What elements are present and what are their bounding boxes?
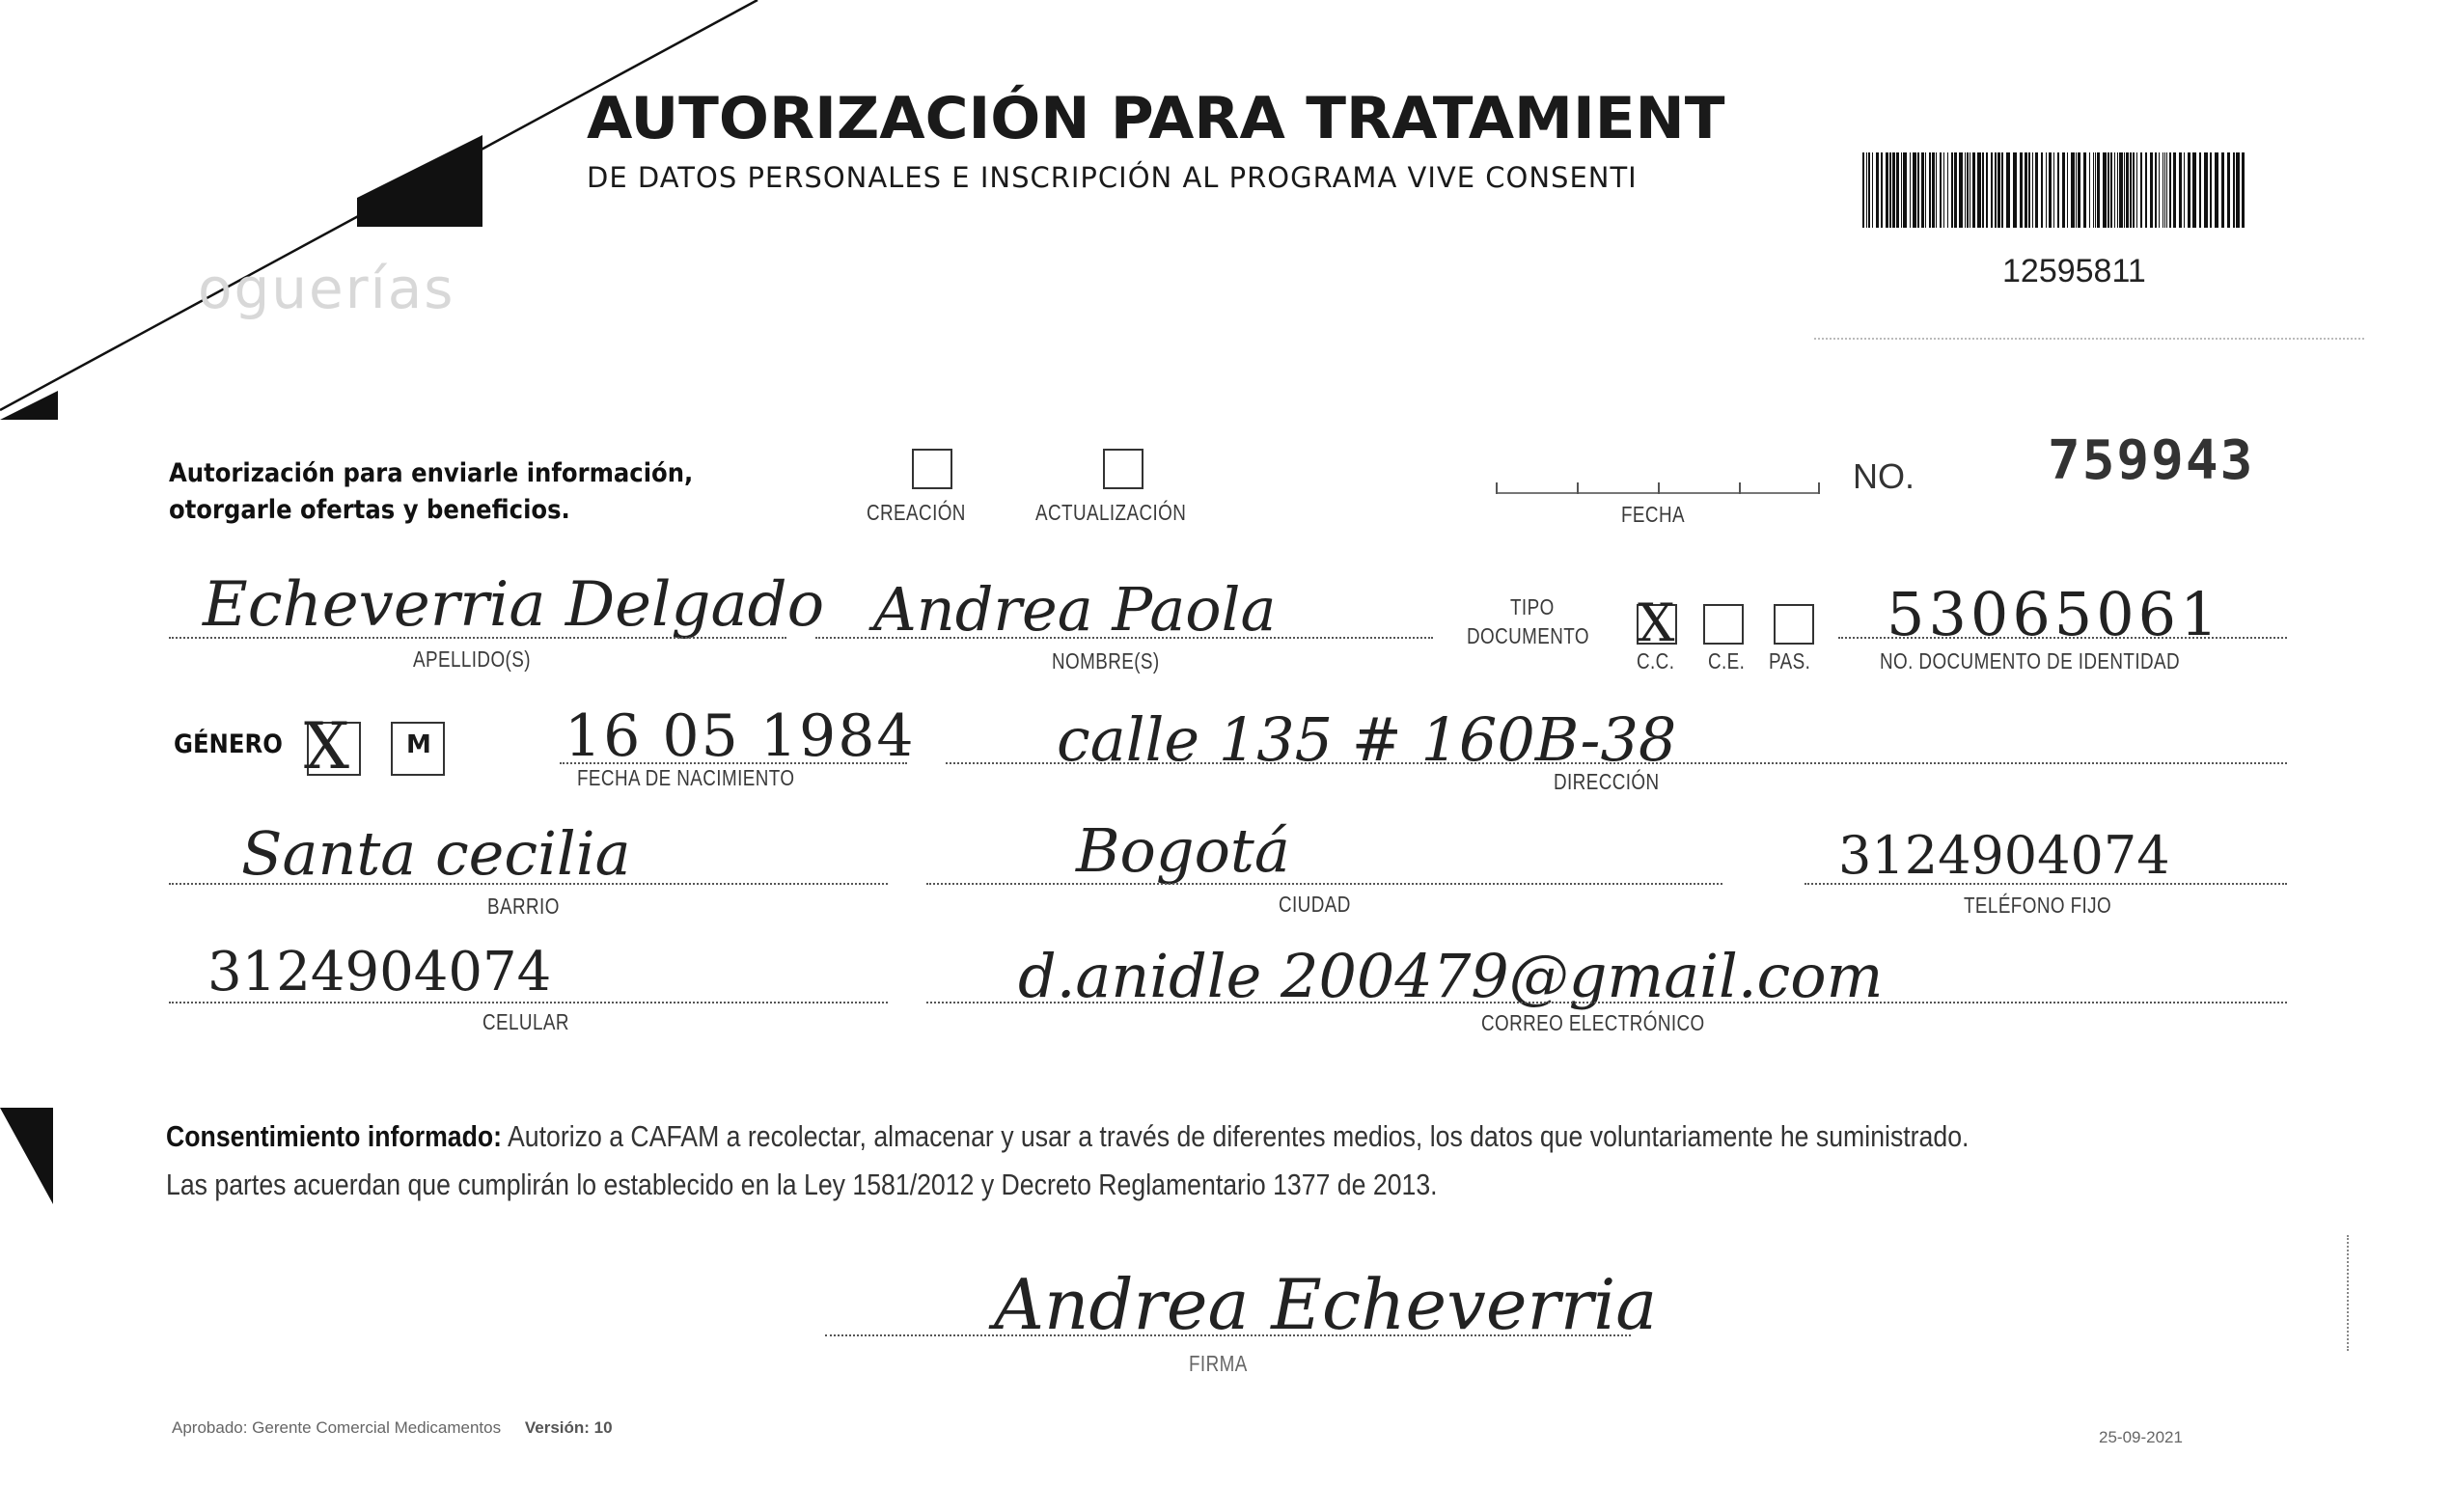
- barcode: [1862, 152, 2248, 230]
- barcode-bar: [2184, 152, 2185, 228]
- footer-date: 25-09-2021: [2099, 1428, 2183, 1446]
- ce-checkbox[interactable]: [1703, 604, 1744, 645]
- barcode-bar: [1959, 152, 1963, 228]
- barcode-bar: [2032, 152, 2033, 228]
- celular-value: 3124904074: [207, 941, 552, 1003]
- barrio-value: Santa cecilia: [241, 818, 631, 889]
- form-title: AUTORIZACIÓN PARA TRATAMIENT: [587, 85, 1725, 152]
- barcode-bar: [1951, 152, 1953, 228]
- barcode-bar: [2192, 152, 2196, 228]
- form-subtitle: DE DATOS PERSONALES E INSCRIPCIÓN AL PROGRAMA VIVE CONSENTI: [587, 161, 1638, 194]
- barcode-bar: [2166, 152, 2167, 228]
- barcode-bar: [1972, 152, 1975, 228]
- barcode-bar: [2126, 152, 2129, 228]
- barcode-bar: [1940, 152, 1942, 228]
- celular-line[interactable]: [169, 1002, 888, 1003]
- barcode-bar: [2236, 152, 2240, 228]
- consent-heading: Consentimiento informado:: [166, 1119, 503, 1153]
- barcode-bar: [1977, 152, 1981, 228]
- barcode-bar: [1986, 152, 1988, 228]
- barcode-bar: [1872, 152, 1873, 228]
- barcode-bar: [1997, 152, 2000, 228]
- barcode-bar: [2133, 152, 2135, 228]
- apellidos-value: Echeverria Delgado: [203, 569, 825, 641]
- barcode-bar: [1913, 152, 1916, 228]
- consent-line2: Las partes acuerdan que cumplirán lo establecido en la Ley 1581/2012 y Decreto Reglamentario 1377 de 2013.: [166, 1168, 1438, 1201]
- barcode-bar: [2108, 152, 2109, 228]
- barcode-bar: [2204, 152, 2208, 228]
- brand-logo-text: oguerías: [198, 256, 455, 321]
- genero-f-mark: X: [304, 709, 349, 783]
- barcode-bar: [1866, 152, 1867, 228]
- barcode-bar: [2093, 152, 2094, 228]
- barcode-bar: [2215, 152, 2218, 228]
- auth-heading-line1: Autorización para enviarle información,: [169, 458, 694, 488]
- barcode-bar: [1921, 152, 1924, 228]
- barcode-number: 12595811: [2002, 253, 2146, 289]
- barcode-bar: [2095, 152, 2096, 228]
- barcode-bar: [1910, 152, 1911, 228]
- barcode-bar: [2114, 152, 2115, 228]
- barcode-bar: [1929, 152, 1931, 228]
- barcode-bar: [2173, 152, 2176, 228]
- telefono-value: 3124904074: [1838, 825, 2170, 886]
- nombres-label: NOMBRE(S): [1052, 648, 1160, 674]
- telefono-line[interactable]: [1805, 883, 2287, 885]
- barcode-bar: [2035, 152, 2038, 228]
- corner-fold-graphic: [0, 0, 772, 434]
- barcode-bar: [2159, 152, 2160, 228]
- barcode-bar: [1967, 152, 1969, 228]
- barcode-bar: [1947, 152, 1948, 228]
- ciudad-value: Bogotá: [1076, 815, 1290, 886]
- tipo-documento-line2: DOCUMENTO: [1467, 623, 1589, 648]
- documento-line[interactable]: [1838, 637, 2287, 639]
- signature-line[interactable]: [825, 1334, 1631, 1336]
- side-vertical-mark: [2347, 1235, 2362, 1351]
- barcode-bar: [2020, 152, 2023, 228]
- apellidos-line[interactable]: [169, 637, 786, 639]
- correo-value: d.anidle 200479@gmail.com: [1018, 941, 1884, 1011]
- documento-value: 53065061: [1887, 579, 2222, 649]
- no-value: 759943: [2048, 429, 2255, 492]
- barcode-bar: [2188, 152, 2190, 228]
- registration-mark-left: [0, 1108, 58, 1209]
- barcode-bar: [2057, 152, 2059, 228]
- barcode-bar: [1991, 152, 1993, 228]
- barrio-label: BARRIO: [487, 893, 560, 919]
- barcode-bar: [2103, 152, 2107, 228]
- fecha-nacimiento-line[interactable]: [560, 762, 907, 764]
- nombres-value: Andrea Paola: [873, 574, 1277, 645]
- barcode-dotted-line: [1814, 338, 2364, 340]
- genero-label: GÉNERO: [174, 729, 283, 759]
- barcode-bar: [1868, 152, 1870, 228]
- auth-heading-line2: otorgarle ofertas y beneficios.: [169, 495, 570, 525]
- nombres-line[interactable]: [815, 637, 1433, 639]
- barcode-bar: [2119, 152, 2123, 228]
- barcode-bar: [1954, 152, 1957, 228]
- cc-label: C.C.: [1637, 648, 1675, 674]
- barcode-bar: [2136, 152, 2137, 228]
- pas-checkbox[interactable]: [1774, 604, 1814, 645]
- barcode-bar: [2221, 152, 2224, 228]
- pas-label: PAS.: [1769, 648, 1811, 674]
- barcode-bar: [1936, 152, 1937, 228]
- barcode-bar: [2227, 152, 2230, 228]
- barcode-bar: [1876, 152, 1879, 228]
- creacion-label: CREACIÓN: [867, 500, 966, 525]
- barcode-bar: [2124, 152, 2125, 228]
- barcode-bar: [2110, 152, 2112, 228]
- fecha-nacimiento-label: FECHA DE NACIMIENTO: [577, 765, 795, 790]
- barcode-bar: [2067, 152, 2068, 228]
- apellidos-label: APELLIDO(S): [413, 646, 531, 672]
- barcode-bar: [2053, 152, 2054, 228]
- actualizacion-label: ACTUALIZACIÓN: [1035, 500, 1187, 525]
- barcode-bar: [2164, 152, 2165, 228]
- barcode-bar: [2071, 152, 2075, 228]
- barcode-bar: [2049, 152, 2052, 228]
- direccion-value: calle 135 # 160B-38: [1057, 704, 1677, 775]
- barcode-bar: [1862, 152, 1864, 228]
- documento-label: NO. DOCUMENTO DE IDENTIDAD: [1880, 648, 2181, 674]
- ciudad-line[interactable]: [926, 883, 1722, 885]
- barcode-bar: [2046, 152, 2047, 228]
- barcode-bar: [2140, 152, 2142, 228]
- barcode-bar: [1903, 152, 1907, 228]
- genero-m-label: M: [406, 730, 431, 759]
- barcode-bar: [1881, 152, 1883, 228]
- barcode-bar: [1943, 152, 1944, 228]
- footer-approved: [172, 1418, 613, 1438]
- barcode-bar: [2117, 152, 2118, 228]
- barcode-bar: [1896, 152, 1899, 228]
- fecha-label: FECHA: [1621, 502, 1685, 527]
- signature-value: Andrea Echeverria: [994, 1264, 1658, 1345]
- direccion-line[interactable]: [946, 762, 2287, 764]
- barcode-bar: [1889, 152, 1891, 228]
- barcode-bar: [2089, 152, 2090, 228]
- ciudad-label: CIUDAD: [1279, 892, 1351, 917]
- footer-version: Versión: 10: [524, 1418, 613, 1437]
- direccion-label: DIRECCIÓN: [1554, 769, 1660, 794]
- barcode-bar: [2025, 152, 2027, 228]
- barcode-bar: [2013, 152, 2017, 228]
- barcode-bar: [2242, 152, 2245, 228]
- cc-mark: X: [1638, 592, 1675, 653]
- correo-line[interactable]: [926, 1002, 2287, 1003]
- consent-line1: [166, 1119, 1969, 1154]
- barcode-bar: [2006, 152, 2010, 228]
- creacion-checkbox[interactable]: [912, 449, 952, 489]
- barcode-bar: [1925, 152, 1926, 228]
- no-label: NO.: [1853, 456, 1915, 496]
- barcode-bar: [1892, 152, 1895, 228]
- barcode-bar: [1917, 152, 1919, 228]
- celular-label: CELULAR: [482, 1009, 569, 1034]
- barcode-bar: [2233, 152, 2235, 228]
- barcode-bar: [2028, 152, 2030, 228]
- barcode-bar: [2169, 152, 2171, 228]
- barcode-bar: [1982, 152, 1984, 228]
- consent-text-1: Autorizo a CAFAM a recolectar, almacenar y usar a través de diferentes medios, los datos que voluntariamente he suministrado.: [502, 1119, 1970, 1153]
- barcode-bar: [1932, 152, 1935, 228]
- barcode-bar: [2150, 152, 2153, 228]
- barcode-bar: [2145, 152, 2147, 228]
- correo-label: CORREO ELECTRÓNICO: [1481, 1010, 1705, 1035]
- barrio-line[interactable]: [169, 883, 888, 885]
- barcode-bar: [1886, 152, 1888, 228]
- barcode-bar: [2062, 152, 2065, 228]
- barcode-bar: [2076, 152, 2077, 228]
- barcode-bar: [2155, 152, 2157, 228]
- barcode-bar: [1901, 152, 1902, 228]
- barcode-bar: [1995, 152, 1997, 228]
- barcode-bar: [1965, 152, 1966, 228]
- barcode-bar: [2179, 152, 2182, 228]
- telefono-label: TELÉFONO FIJO: [1964, 893, 2112, 918]
- barcode-bar: [2097, 152, 2100, 228]
- footer-approved-text: Aprobado: Gerente Comercial Medicamentos: [172, 1418, 502, 1437]
- barcode-bar: [2041, 152, 2043, 228]
- barcode-bar: [2199, 152, 2201, 228]
- barcode-bar: [2130, 152, 2132, 228]
- barcode-bar: [2001, 152, 2003, 228]
- barcode-bar: [2210, 152, 2212, 228]
- ce-label: C.E.: [1708, 648, 1746, 674]
- signature-label: FIRMA: [1189, 1351, 1248, 1376]
- barcode-bar: [2078, 152, 2080, 228]
- barcode-bar: [2083, 152, 2086, 228]
- fecha-nacimiento-value: 16 05 1984: [565, 702, 916, 770]
- tipo-documento-line1: TIPO: [1510, 594, 1555, 619]
- actualizacion-checkbox[interactable]: [1103, 449, 1143, 489]
